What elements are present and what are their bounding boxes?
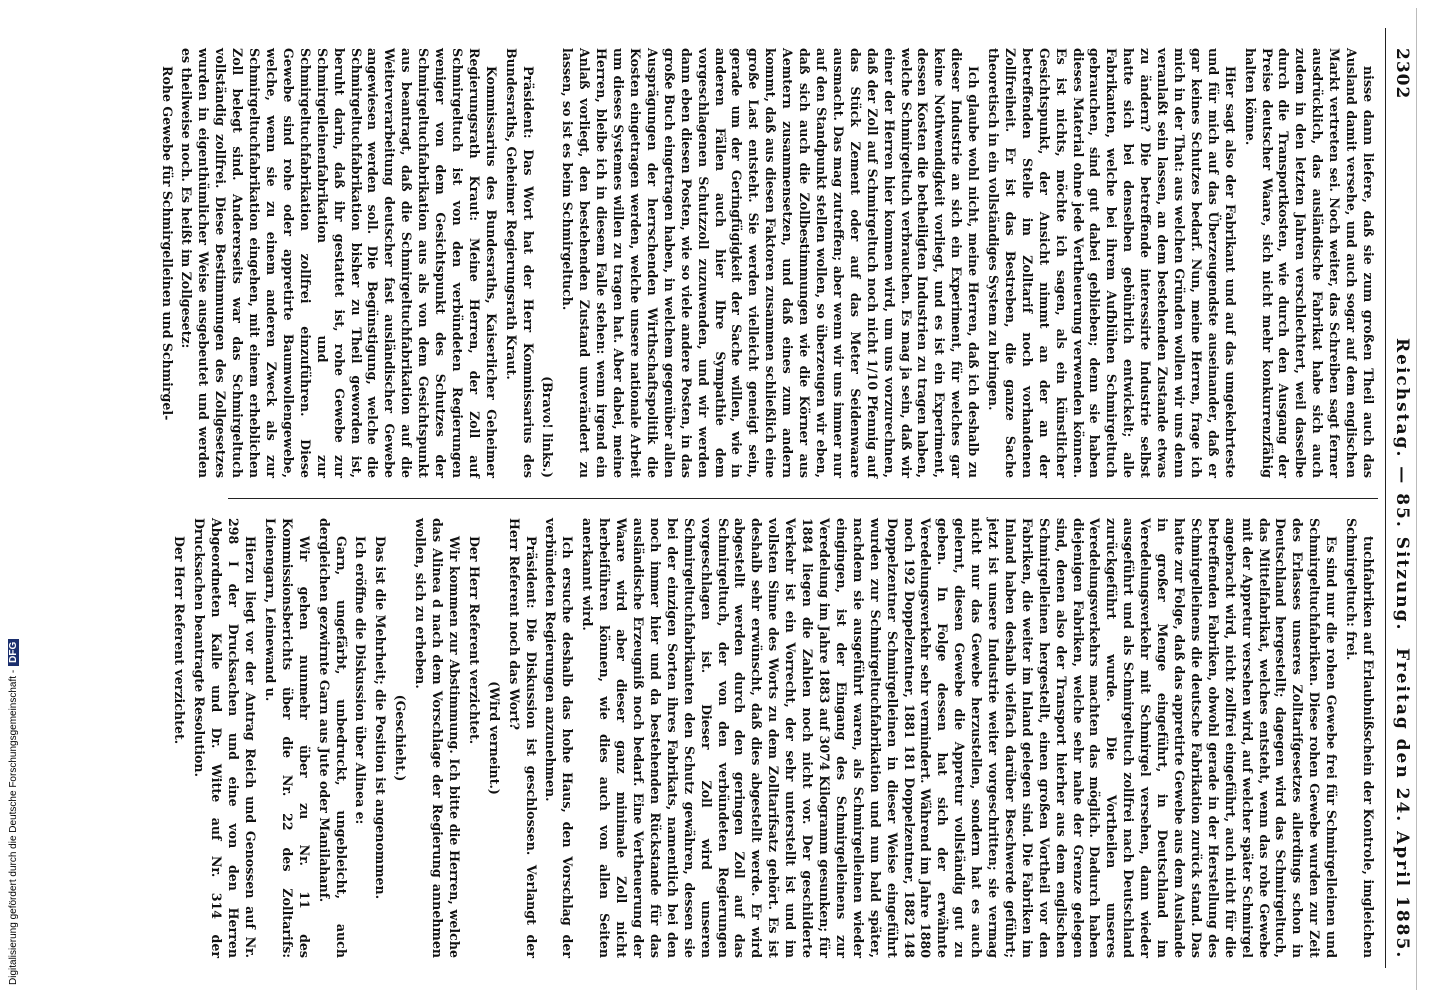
paragraph: Das ist die Mehrheit; die Position ist angenommen.	[373, 536, 389, 900]
right-column	[167, 518, 1376, 958]
paragraph: Der Herr Referent verzichtet.	[172, 536, 188, 745]
quotation: Garn, ungefärbt, unbedruckt, ungebleicht, auch dergleichen gezwirnte Garn aus Jute oder Manilahanf.	[316, 518, 349, 958]
paragraph: Wir kommen zur Abstimmung. Ich bitte die Herren, welche das Alinea d nach dem Vorschlage der Regierung annehmen wollen, sich zu erheben.	[413, 518, 462, 958]
running-header	[1386, 8, 1416, 996]
paragraph: nisse dann liefere, daß sie zum großen Theil auch das Ausland damit versehe, und auch sogar auf dem englischen Markt vertreten sei. Noch weiter, das Schreiben sagt ferner ausdrücklich, das ausländische Fabrikat habe sich auch zudem in den letzten Jahren verschlechtert, weil dasselbe durch die Transportkosten, wie durch den Ausgang der Preise deutscher Waare, sich nicht mehr konkurrenzfähig halten könne.	[1242, 48, 1376, 478]
rotated-document	[126, 8, 1416, 996]
paragraph: Hierzu liegt vor der Antrag Reich und Genossen auf Nr. 298 I der Drucksachen und eine von den Herren Abgeordneten Kalle und Dr. Witte auf Nr. 314 der Drucksachen beantragte Resolution.	[192, 518, 258, 958]
paragraph: Präsident: Die Diskussion ist geschlossen. Verlangt der Herr Referent noch das Wort?	[506, 518, 539, 958]
paragraph: Ich ersuche deshalb das hohe Haus, den Vorschlag der verbündeten Regierungen anzunehmen.	[543, 518, 576, 958]
interjection: (Bravo! links.)	[540, 376, 556, 478]
digitization-credit	[8, 639, 19, 985]
paragraph: Kommissarius des Bundesraths, Kaiserlicher Geheimer Regierungsrath Kraut: Meine Herren, der Zoll auf Schmirgeltuch ist von den verbündeten Regierungen weniger von dem Gesichtspunkt des Schutzes der Schmirgeltuchfabrikation aus als von dem Gesichtspunkt aus beantragt, daß die Schmirgeltuchfabrikation auf die Weiterverarbeitung deutscher fast ausländischer Gewebe angewiesen werden soll. Die Begünstigung, welche die Schmirgeltuchfabrikation bisher zu Theil geworden ist, beruht darin, daß ihr gestattet ist, rohe Gewebe zur Schmirgelleinenfabrikation und zur Schmirgeltuchfabrikation zollfrei einzuführen. Diese Gewebe sind rohe oder appretirte Baumwollengewebe, welche, wenn sie zu einem anderen Zweck als zur Schmirgeltuchfabrikation eingehen, mit einem erheblichen Zoll belegt sind. Andererseits war das Schmirgeltuch vollständig zollfrei. Diese Bestimmungen des Zollgesetzes wurden in eigenthümlicher Weise ausgebeutet und werden es theilweise noch. Es heißt im Zollgesetz:	[179, 48, 499, 478]
session-date: Freitag den 24. April 1885.	[1392, 648, 1412, 960]
paragraph: Hier sagt also der Fabrikant und auf das umgekehrteste und für mich auf das Überzeugendste auseinander, daß er gar keines Schutzes bedarf. Nun, meine Herren, frage ich mich in der That: aus welchen Gründen wollen wir uns denn veranlaßt sein lassen, an dem bestehenden Zustande etwas zu ändern? Die betreffende interessirte Industrie selbst hatte sich bei denselben gebührlich entwickelt; alle Fabrikanten, welche bei ihrem Aufblühen Schmirgeltuch gebrauchen, sind gut dabei geblieben; denn sie haben dieses Material ohne jede Vertheuerung verwenden können. Es ist nichts, möchte ich sagen, als ein künstlicher Gesichtspunkt, der Ansicht nimmt an der an der betreffenden Stelle im Zolltarif noch vorhandenen Zollfreiheit. Er ist das Bestreben, die ganze Sache theoretisch in ein vollständiges System zu bringen.	[986, 48, 1238, 478]
paragraph: Präsident: Das Wort hat der Herr Kommissarius des Bundesraths, Geheimer Regierungsrath Kraut.	[503, 48, 536, 478]
interjection: (Geschieht.)	[393, 694, 409, 782]
paragraph: Ich glaube wohl nicht, meine Herren, daß ich deshalb zu dieser Industrie an sich ein Experiment, für welches gar keine Nothwendigkeit vorliegt, und es ist ein Experiment, dessen Kosten die betheiligten Industrien zu tragen haben, welche Schmirgeltuch verbrauchen. Es mag ja sein, daß wir einer der Herren hier kommen wird, um uns vorzurechnen, daß der Zoll auf Schmirgeltuch noch nicht 1/10 Pfennig auf das Stück Zement oder auf das Meter Seidenwaare ausmacht. Das mag zutreffen; aber wenn wir uns immer nur auf den Standpunkt stellen wollen, so überzeugen wir eben, daß sich auch die Zollbestimmungen wie die Körner aus Aemtern zusammensetzen, und daß eines zum andern kommt, daß aus diesen Faktoren zusammen schließlich eine große Last entsteht. Sie werden vielleicht geneigt sein, gerade um der Geringfügigkeit der Sache willen, wie in anderen Fällen auch hier Ihre Sympathie dem vorgeschlagenen Schutzzoll zuzuwenden, und wir werden dann eben diesen Posten, wie so viele andere Posten, in das große Buch eingetragen haben, in welchem gegenüber allen Ausprägungen der herrschenden Wirthschaftspolitik die Kosten eingetragen werden, welche unsere nationale Arbeit um dieses Systemes willen zu tragen hat. Aber dabei, meine Herren, bleibe ich in diesem Falle stehen: wenn irgend ein Anlaß vorliegt, den bestehenden Zustand unverändert zu lassen, so ist es beim Schmirgeltuch.	[560, 48, 982, 478]
column-divider	[228, 498, 1378, 499]
paragraph: Ich eröffne die Diskussion über Alinea e:	[353, 536, 369, 825]
interjection: (Wird verneint.)	[486, 681, 502, 795]
dfg-logo: DFG	[8, 639, 19, 666]
credit-text: Digitalisierung gefördert durch die Deutsche Forschungsgemeinschaft -	[8, 669, 19, 985]
session-title: Reichstag. — 85. Sitzung.	[1392, 338, 1412, 632]
page-edge	[1416, 8, 1417, 990]
page-number: 2302	[1392, 48, 1412, 100]
quotation: Rohe Gewebe für Schmirgelleinen und Schmirgel-	[159, 66, 175, 421]
left-column	[155, 48, 1376, 478]
paragraph: Wir gehen nunmehr über zu Nr. 11 des Kommissionsberichts über die Nr. 22 des Zolltarifs: Leinengarn, Leinewand u.	[262, 518, 312, 958]
quotation: tuchfabriken auf Erlaubnißschein der Kontrole, imgleichen Schmirgeltuch: frei.	[1344, 518, 1376, 958]
header-rule	[1385, 28, 1386, 968]
paragraph: Es sind nur die rohen Gewebe frei für Schmirgelleinen und Schmirgeltuchfabriken. Diese rohen Gewebe wurden zur Zeit des Erlasses unseres Zolltarifgesetzes allerdings schon in Deutschland hergestellt; dagegen wird das Schmirgeltuch, das Mittelfabrikat, welches entsteht, wenn das rohe Gewebe mit der Appretur versehen wird, auf welcher später Schmirgel angebracht wird, nicht zollfrei eingeführt, auch nicht für die betreffenden Fabriken, obwohl gerade in der Herstellung des Schmirgelleinens die deutsche Fabrikation zurück stand. Das hatte zur Folge, daß das appretirte Gewebe aus dem Auslande in großer Menge eingeführt, in Deutschland im Veredelungsverkehr mit Schmirgel versehen, dann wieder ausgeführt und als Schmirgeltuch zollfrei nach Deutschland zurückgeführt wurde. Die Vortheilen unseres Veredelungsverkehrs machten das möglich. Dadurch haben diejenigen Fabriken, welche sehr nahe der Grenze gelegen sind, denen also der Transport hierher aus dem englischen Schmirgelleinen hergestellt, einen großen Vortheil vor den Fabriken, die weiter im Inland gelegen sind. Die Fabriken im Inland haben deshalb vielfach darüber Beschwerde geführt; jetzt ist unsere Industrie weiter vorgeschritten; sie vermag nicht nur das Gewebe herzustellen, sondern hat es auch gelernt, diesen Gewebe die Appretur vollständig gut zu geben. In Folge dessen hat sich der erwähnte Veredelungsverkehr sehr vermindert. Während im Jahre 1880 noch 192 Doppelzentner, 1881 181 Doppelzentner, 1882 148 Doppelzentner Schmirgelleinen in dieser Weise eingeführt wurden zur Schmirgeltuchfabrikation und nun bald später, nachdem sie ausgeführt waren, als Schmirgelleinen wieder eingingen, ist der Eingang des Schmirgelleinens zur Veredelung im Jahre 1883 auf 3074 Kilogramm gesunken; für 1884 liegen die Zahlen noch nicht vor. Der geschilderte Verkehr ist ein Vorrecht, der sehr unterstellt ist und im vollsten Sinne des Worts zu dem Zolltarifsatz gehört. Es ist deshalb sehr erwünscht, daß dies abgestellt werde. Er wird abgestellt werden durch den geringen Zoll auf das Schmirgeltuch, der von den verbündeten Regierungen vorgeschlagen ist. Dieser Zoll wird unseren Schmirgeltuchfabrikanten den Schutz gewähren, dessen sie bei der einzigen Sorten ihres Fabrikats, namentlich bei den noch immer hier und da bestehenden Rückstande für das ausländische Erzeugniß noch bedarf. Eine Vertheuerung der Waare wird aber dieser ganz minimale Zoll nicht herbeiführen können, wie dies auch von allen Seiten anerkannt wird.	[580, 518, 1340, 958]
paragraph: Der Herr Referent verzichtet.	[466, 536, 482, 745]
